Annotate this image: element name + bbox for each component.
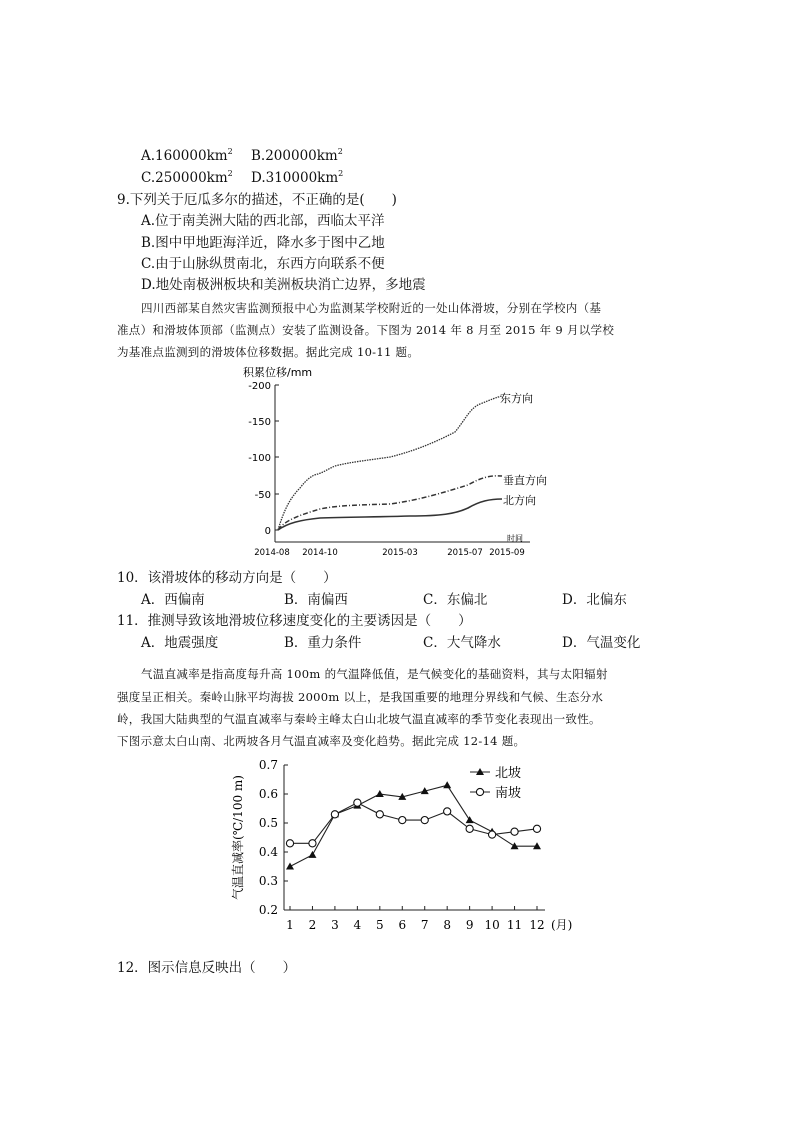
data-point-triangle xyxy=(286,863,294,870)
chart1-ylabel: 积累位移/mm xyxy=(243,366,313,379)
q12-stem: 12．图示信息反映出（ ） xyxy=(117,960,297,976)
q9-option-c: C.由于山脉纵贯南北，东西方向联系不便 xyxy=(141,256,385,272)
chart1-xlabel: 时间 xyxy=(507,534,523,543)
chart1-xtick: 2015-07 xyxy=(447,548,483,558)
data-point-circle xyxy=(399,817,406,824)
x-tick-label: 11 xyxy=(506,918,523,932)
q10-option-b: B．南偏西 xyxy=(284,592,348,608)
x-tick-label: 3 xyxy=(331,918,339,932)
q8-option-a: $A.160000km^2$ xyxy=(141,147,233,164)
legend-label: 北坡 xyxy=(495,766,522,781)
data-point-triangle xyxy=(443,781,451,788)
q8-option-d: $D.310000km^2$ xyxy=(251,169,344,186)
data-point-circle xyxy=(421,817,428,824)
y-axis-label: 气温直减率(℃/100 m) xyxy=(231,775,245,900)
x-tick-label: 7 xyxy=(420,918,429,932)
passage1-line-1: 四川西部某自然灾害监测预报中心为监测某学校附近的一处山体滑坡，分别在学校内（基 xyxy=(141,301,602,315)
data-point-circle xyxy=(466,825,473,832)
chart1-ytick: -200 xyxy=(248,381,271,392)
x-tick-label: 1 xyxy=(286,918,294,932)
q10-option-c: C．东偏北 xyxy=(423,592,488,608)
q11-option-c: C．大气降水 xyxy=(423,635,501,651)
data-point-circle xyxy=(331,811,338,818)
q9-option-d: D.地处南极洲板块和美洲板块消亡边界，多地震 xyxy=(141,277,426,293)
q11-stem: 11．推测导致该地滑坡位移速度变化的主要诱因是（ ） xyxy=(117,613,472,629)
x-tick-label: 10 xyxy=(484,918,500,932)
q11-option-d: D．气温变化 xyxy=(562,635,641,651)
series-label-north: 北方向 xyxy=(503,494,536,507)
chart1-xtick: 2014-10 xyxy=(302,548,338,558)
x-tick-label: 12 xyxy=(529,918,545,932)
displacement-chart xyxy=(240,360,560,562)
data-point-circle xyxy=(309,840,316,847)
x-tick-label: 9 xyxy=(465,918,474,932)
chart1-xtick: 2014-08 xyxy=(254,548,290,558)
y-tick-label: 0.4 xyxy=(258,845,278,859)
series-vertical-line xyxy=(278,476,502,530)
y-tick-label: 0.6 xyxy=(258,787,278,801)
data-point-circle xyxy=(533,825,540,832)
q11-option-b: B．重力条件 xyxy=(284,635,362,651)
chart1-xtick: 2015-09 xyxy=(489,548,525,558)
x-tick-label: 6 xyxy=(398,918,407,932)
series-label-vertical: 垂直方向 xyxy=(503,474,547,487)
x-tick-label: 2 xyxy=(308,918,317,932)
passage1-line-3: 为基准点监测到的滑坡体位移数据。据此完成 10-11 题。 xyxy=(117,345,420,359)
q10-stem: 10．该滑坡体的移动方向是（ ） xyxy=(117,570,337,586)
q9-stem: 9.下列关于厄瓜多尔的描述，不正确的是( ) xyxy=(117,192,397,208)
data-point-circle xyxy=(354,799,361,806)
x-tick-label: 8 xyxy=(443,918,452,932)
q11-option-a: A．地震强度 xyxy=(141,635,219,651)
y-tick-label: 0.2 xyxy=(258,903,278,917)
chart1-ytick: -150 xyxy=(248,417,271,428)
x-tick-label: 5 xyxy=(375,918,384,932)
passage2-line-3: 岭，我国大陆典型的气温直减率与秦岭主峰太白山北坡气温直减率的季节变化表现出一致性。 xyxy=(117,712,601,726)
data-point-triangle xyxy=(308,851,316,858)
legend-label: 南坡 xyxy=(495,786,522,801)
y-tick-label: 0.5 xyxy=(258,816,278,830)
passage2-line-2: 强度呈正相关。秦岭山脉平均海拔 2000m 以上，是我国重要的地理分界线和气候、生态分水 xyxy=(117,690,604,704)
legend-marker-circle xyxy=(476,788,483,795)
series-label-east: 东方向 xyxy=(500,392,533,405)
chart1-ytick: -50 xyxy=(254,490,271,501)
q8-option-b: $B.200000km^2$ xyxy=(251,147,343,164)
q10-option-d: D．北偏东 xyxy=(562,592,627,608)
series-east-line xyxy=(278,396,502,530)
passage2-line-1: 气温直减率是指高度每升高 100m 的气温降低值，是气候变化的基础资料，其与太阳辐射 xyxy=(141,667,608,681)
data-point-circle xyxy=(376,811,383,818)
q9-option-a: A.位于南美洲大陆的西北部，西临太平洋 xyxy=(141,213,385,229)
data-point-triangle xyxy=(466,816,474,823)
data-point-circle xyxy=(488,831,495,838)
data-point-circle xyxy=(511,828,518,835)
q9-option-b: B.图中甲地距海洋近，降水多于图中乙地 xyxy=(141,235,385,251)
y-tick-label: 0.3 xyxy=(258,874,278,888)
passage1-line-2: 准点）和滑坡体顶部（监测点）安装了监测设备。下图为 2014 年 8 月至 2015 年 9 月以学校 xyxy=(117,323,615,337)
data-point-circle xyxy=(444,808,451,815)
passage2-line-4: 下图示意太白山南、北两坡各月气温直减率及变化趋势。据此完成 12-14 题。 xyxy=(117,734,526,748)
data-point-circle xyxy=(286,840,293,847)
x-axis-label: (月) xyxy=(551,918,573,932)
lapse-rate-chart xyxy=(225,755,585,945)
chart1-ytick: -100 xyxy=(248,453,271,464)
chart1-ytick: 0 xyxy=(264,526,271,537)
q10-option-a: A．西偏南 xyxy=(141,592,205,608)
x-tick-label: 4 xyxy=(353,918,362,932)
chart1-xtick: 2015-03 xyxy=(382,548,418,558)
q8-option-c: $C.250000km^2$ xyxy=(141,169,233,186)
data-point-triangle xyxy=(376,790,384,797)
y-tick-label: 0.7 xyxy=(258,758,278,772)
